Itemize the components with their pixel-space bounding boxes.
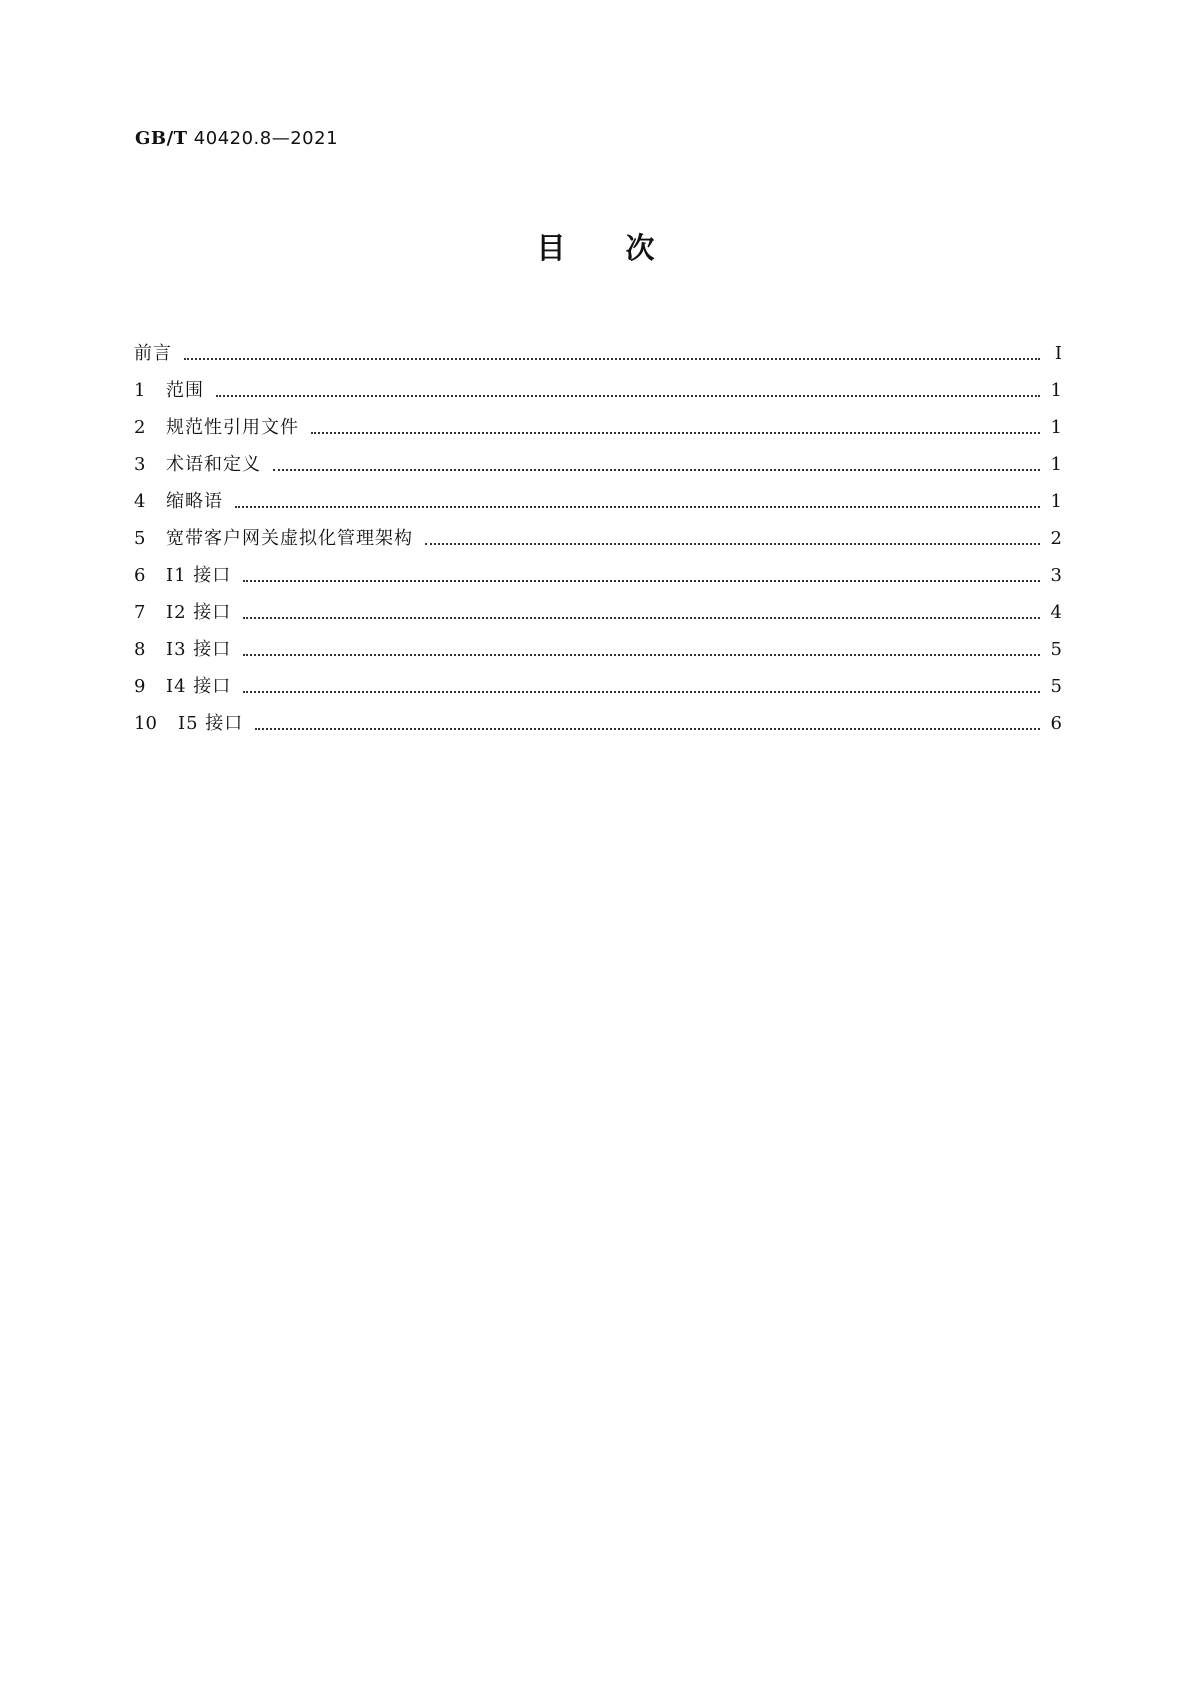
toc-entry-page: 1	[1050, 417, 1062, 438]
toc-entry-4[interactable]	[134, 476, 1062, 513]
dot-leader	[184, 358, 1040, 360]
dot-leader	[235, 506, 1040, 508]
toc-entry-number: 8	[134, 639, 146, 660]
toc-entry-number: 6	[134, 565, 146, 586]
toc-entry-page: 6	[1050, 713, 1062, 734]
toc-entry-3[interactable]	[134, 439, 1062, 476]
toc-entry-7[interactable]	[134, 587, 1062, 624]
toc-entry-label: I1 接口	[166, 565, 232, 586]
document-code	[135, 128, 338, 149]
toc-entry-number: 2	[134, 417, 146, 438]
dot-leader	[243, 654, 1040, 656]
dot-leader	[425, 543, 1040, 545]
toc-entry-page: 3	[1050, 565, 1062, 586]
toc-entry-page: 4	[1050, 602, 1062, 623]
dot-leader	[243, 580, 1040, 582]
title-char-1: 目	[536, 231, 566, 265]
toc-entry-label: I5 接口	[178, 713, 244, 734]
toc-entry-label: 范围	[166, 380, 204, 401]
toc-entry-10[interactable]	[134, 698, 1062, 735]
dot-leader	[255, 728, 1040, 730]
toc-entry-page: 5	[1050, 639, 1062, 660]
toc-entry-1[interactable]	[134, 365, 1062, 402]
toc-entry-number: 4	[134, 491, 146, 512]
toc-entry-label: 规范性引用文件	[166, 417, 299, 438]
toc-entry-label: I2 接口	[166, 602, 232, 623]
table-of-contents	[134, 328, 1062, 735]
title-char-2: 次	[625, 231, 655, 265]
toc-entry-number: 3	[134, 454, 146, 475]
toc-entry-label: 前言	[134, 343, 172, 364]
toc-entry-9[interactable]	[134, 661, 1062, 698]
toc-entry-label: 术语和定义	[166, 454, 261, 475]
toc-entry-8[interactable]	[134, 624, 1062, 661]
dot-leader	[243, 617, 1040, 619]
toc-entry-page: 1	[1050, 454, 1062, 475]
toc-entry-label: I4 接口	[166, 676, 232, 697]
toc-entry-label: I3 接口	[166, 639, 232, 660]
page-title	[0, 226, 1191, 270]
dot-leader	[273, 469, 1040, 471]
toc-entry-page: 1	[1050, 491, 1062, 512]
toc-entry-label: 缩略语	[166, 491, 223, 512]
toc-entry-number: 9	[134, 676, 146, 697]
toc-entry-number: 5	[134, 528, 146, 549]
toc-entry-2[interactable]	[134, 402, 1062, 439]
toc-entry-page: Ⅰ	[1054, 343, 1062, 364]
toc-entry-6[interactable]	[134, 550, 1062, 587]
toc-entry-label: 宽带客户网关虚拟化管理架构	[166, 528, 413, 549]
dot-leader	[216, 395, 1040, 397]
toc-entry-number: 7	[134, 602, 146, 623]
toc-entry-5[interactable]	[134, 513, 1062, 550]
dot-leader	[243, 691, 1040, 693]
dot-leader	[311, 432, 1040, 434]
toc-entry-number: 10	[134, 713, 157, 734]
toc-entry-page: 2	[1050, 528, 1062, 549]
toc-entry-page: 1	[1050, 380, 1062, 401]
toc-entry-foreword[interactable]	[134, 328, 1062, 365]
standard-prefix: GB/T	[135, 128, 188, 149]
toc-entry-page: 5	[1050, 676, 1062, 697]
standard-number: 40420.8—2021	[193, 128, 339, 149]
toc-entry-number: 1	[134, 380, 146, 401]
